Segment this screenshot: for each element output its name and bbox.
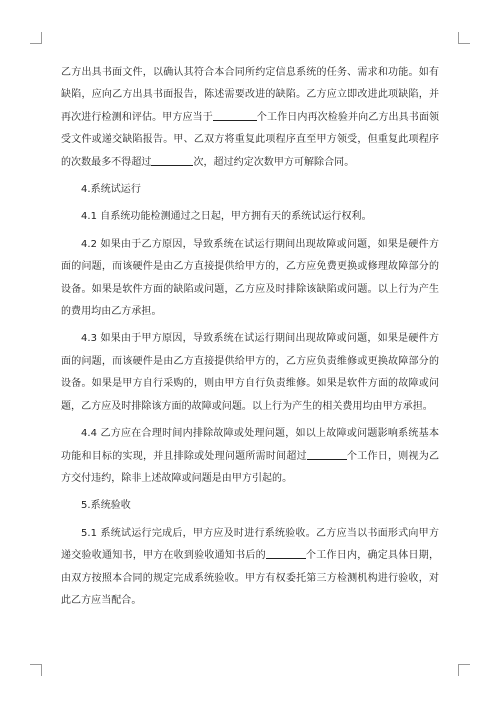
blank-underline — [213, 110, 257, 121]
text-run: 个工作日内再次检验并向乙方出具书面领受文件或递交缺陷报告。甲、乙双方将重复此项程序直至甲方领受，但重复此项程序的次数最多不得超过 — [61, 111, 440, 168]
paragraph-4-4 — [61, 423, 439, 490]
crop-mark-bottom-left — [30, 664, 42, 676]
section-heading-5: 5.系统验收 — [81, 500, 131, 512]
text-run: 个工作日，则视为乙方交付违约，除非上述故障或问题是由甲方引起的。 — [61, 450, 440, 484]
paragraph-4-2: 4.2 如果由于乙方原因，导致系统在试运行期间出现故障或问题，如果是硬件方面的问题，而该硬件是由乙方直接提供给甲方的，乙方应免费更换或修理故障部分的设备。如果是软件方面的缺陷或问题，乙方应及时排除该缺陷或问题。以上行为产生的费用均由乙方承担。 — [61, 238, 439, 318]
blank-underline — [307, 449, 347, 460]
paragraph-4-3: 4.3 如果由于甲方原因，导致系统在试运行期间出现故障或问题，如果是硬件方面的问题，而该硬件是由乙方直接提供给甲方的，乙方应负责维修或更换故障部分的设备。如果是甲方自行采购的，则由甲方自行负责维修。如果是软件方面的故障或问题，乙方应及时排除该方面的故障或问题。以上行为产生的相关费用均由甲方承担。 — [61, 333, 439, 412]
text-run: 乙方出具书面文件，以确认其符合本合同所约定信息系统的任务、需求和功能。如有缺陷，应向乙方出具书面报告，陈述需要改进的缺陷。乙方应立即改进此项缺陷，并再次进行检测和评估。甲方应当于 — [61, 67, 439, 123]
text-run: 个工作日内，确定具体日期，由双方按照本合同的规定完成系统验收。甲方有权委托第三方检测机构进行验收，对此乙方应当配合。 — [61, 550, 440, 606]
text-run: 4.4 乙方应在合理时间内排除故障或处理问题，如以上故障或问题影响系统基本功能和目标的实现，并且排除或处理问题所需时间超过 — [61, 428, 439, 462]
text-run: 次，超过约定次数甲方可解除合同。 — [193, 156, 355, 168]
paragraph-continued — [61, 62, 439, 174]
text-run: 5.1 系统试运行完成后，甲方应及时进行系统验收。乙方应当以书面形式向甲方递交验收通知书，甲方在收到验收通知书后的 — [61, 527, 439, 562]
crop-mark-bottom-right — [458, 664, 470, 676]
blank-underline — [151, 155, 193, 166]
paragraph-5-1 — [61, 523, 439, 613]
blank-underline — [266, 548, 306, 559]
crop-mark-top-left — [30, 32, 42, 44]
document-body — [61, 62, 439, 617]
paragraph-4-1: 4.1 自系统功能检测通过之日起，甲方拥有天的系统试运行权利。 — [81, 211, 372, 223]
section-heading-4: 4.系统试运行 — [81, 184, 141, 196]
crop-mark-top-right — [458, 32, 470, 44]
